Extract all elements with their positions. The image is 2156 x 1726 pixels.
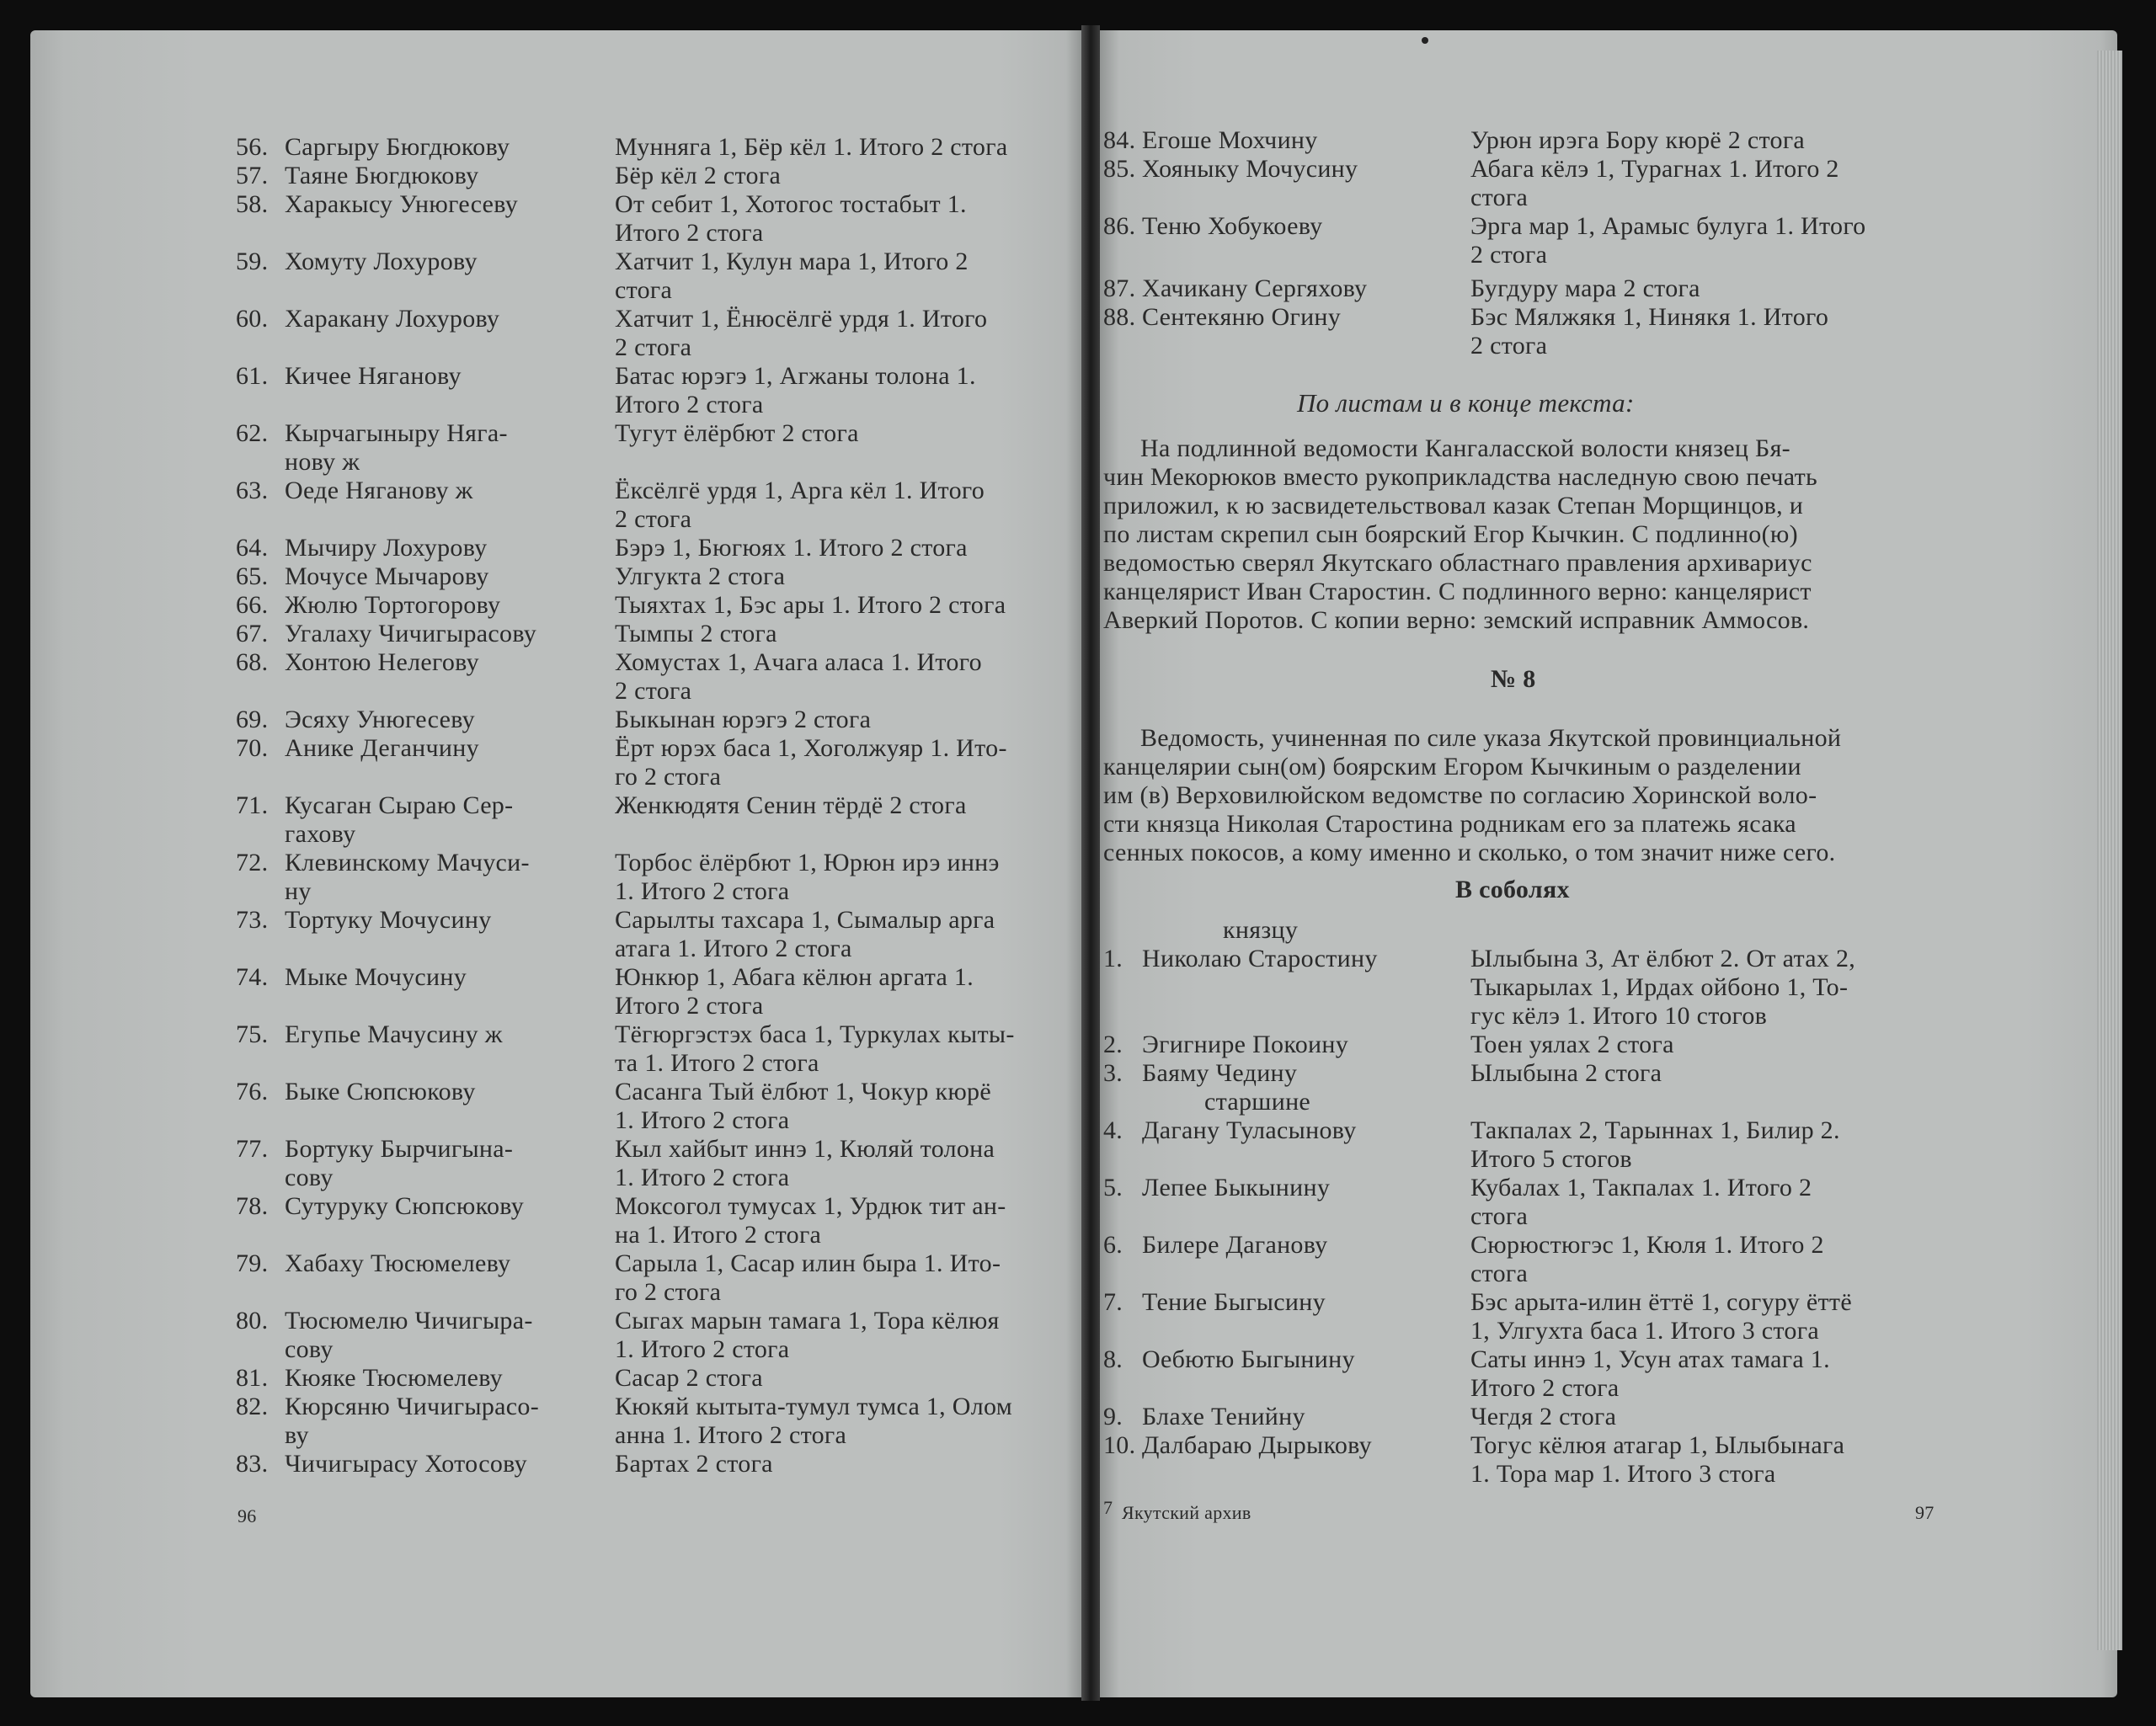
left-entry-name: Хомуту Лохурову bbox=[285, 248, 478, 275]
left-page-number: 96 bbox=[237, 1505, 257, 1526]
left-entry-text: Мунняга 1, Бёр кёл 1. Итого 2 стога bbox=[615, 133, 1008, 161]
document-number: № 8 bbox=[1491, 665, 1536, 693]
left-entry-name: Кусаган Сыраю Сер- bbox=[285, 791, 514, 819]
left-entry-text: 2 стога bbox=[615, 333, 692, 361]
left-entry-number: 83. bbox=[236, 1450, 269, 1478]
right-page-number: 97 bbox=[1915, 1502, 1935, 1523]
document-paragraph-line: канцелярии сын(ом) боярским Егором Кычкиным о разделении bbox=[1103, 753, 1801, 780]
right-entry-text: Бугдуру мара 2 стога bbox=[1470, 274, 1700, 302]
document-paragraph-line: Ведомость, учиненная по силе указа Якутской провинциальной bbox=[1140, 724, 1842, 752]
right-entry-text: стога bbox=[1470, 1260, 1529, 1287]
right-entry-number: 4. bbox=[1103, 1116, 1123, 1144]
right-entry-text: Саты иннэ 1, Усун атах тамага 1. bbox=[1470, 1345, 1830, 1373]
right-entry-text: Эрга мар 1, Арамыс булуга 1. Итого bbox=[1470, 212, 1866, 240]
right-entry-name: Эгигнире Покоину bbox=[1142, 1031, 1349, 1058]
knyazets-label: князцу bbox=[1223, 916, 1299, 944]
left-entry-text: Кюкяй кытыта-тумул тумса 1, Олом bbox=[615, 1393, 1013, 1420]
book-gutter bbox=[1081, 25, 1100, 1701]
left-entry-text: Бартах 2 стога bbox=[615, 1450, 773, 1478]
right-entry-text: стога bbox=[1470, 1202, 1529, 1230]
right-entry-name: Оебютю Быгынину bbox=[1142, 1345, 1355, 1373]
left-entry-number: 79. bbox=[236, 1249, 269, 1277]
right-entry-text: 2 стога bbox=[1470, 332, 1548, 360]
left-entry-name: Быке Сюпсюкову bbox=[285, 1078, 476, 1105]
left-entry-text: го 2 стога bbox=[615, 763, 722, 791]
left-entry-text: Батас юрэгэ 1, Агжаны толона 1. bbox=[615, 362, 976, 390]
left-entry-name: Кюрсяню Чичигырасо- bbox=[285, 1393, 539, 1420]
right-entry-name: Хояныку Мочусину bbox=[1142, 155, 1358, 183]
left-entry-text: анна 1. Итого 2 стога bbox=[615, 1421, 847, 1449]
right-entry-number: 7. bbox=[1103, 1288, 1123, 1316]
ink-dot bbox=[1422, 37, 1428, 44]
left-entry-name: Харакану Лохурову bbox=[285, 305, 500, 333]
left-entry-text: Сарыла 1, Сасар илин быра 1. Ито- bbox=[615, 1249, 1001, 1277]
left-entry-text: го 2 стога bbox=[615, 1278, 722, 1306]
left-entry-number: 62. bbox=[236, 419, 269, 447]
left-entry-text: Итого 2 стога bbox=[615, 219, 764, 247]
right-entry-text: Итого 5 стогов bbox=[1470, 1145, 1632, 1173]
left-entry-text: 1. Итого 2 стога bbox=[615, 877, 790, 905]
left-entry-number: 74. bbox=[236, 963, 269, 991]
section-heading: В соболях bbox=[1455, 876, 1570, 903]
left-entry-name: гахову bbox=[285, 820, 356, 848]
left-entry-name: ву bbox=[285, 1421, 309, 1449]
left-entry-number: 63. bbox=[236, 477, 269, 504]
right-entry-name: Далбараю Дырыкову bbox=[1142, 1431, 1372, 1459]
left-entry-text: Бёр кёл 2 стога bbox=[615, 162, 782, 189]
left-entry-name: Жюлю Тортогорову bbox=[285, 591, 501, 619]
left-entry-text: Моксогол тумусах 1, Урдюк тит ан- bbox=[615, 1192, 1006, 1220]
left-entry-text: Тымпы 2 стога bbox=[615, 620, 777, 647]
left-entry-name: сову bbox=[285, 1335, 334, 1363]
right-entry-number: 9. bbox=[1103, 1403, 1123, 1430]
left-entry-number: 72. bbox=[236, 849, 269, 876]
left-entry-name: Кырчагыныру Няга- bbox=[285, 419, 508, 447]
left-entry-text: Бэрэ 1, Бюгюях 1. Итого 2 стога bbox=[615, 534, 968, 562]
left-entry-name: сову bbox=[285, 1164, 334, 1191]
right-entry-name: Николаю Старостину bbox=[1142, 945, 1378, 972]
left-entry-text: на 1. Итого 2 стога bbox=[615, 1221, 822, 1249]
right-entry-number: 8. bbox=[1103, 1345, 1123, 1373]
left-entry-text: Сарылты тахсара 1, Сымалыр арга bbox=[615, 906, 995, 934]
right-entry-text: Ылыбына 3, Ат ёлбют 2. От атах 2, bbox=[1470, 945, 1856, 972]
right-entry-text: Тогус кёлюя атагар 1, Ылыбынага bbox=[1470, 1431, 1845, 1459]
right-entry-name: Теню Хобукоеву bbox=[1142, 212, 1323, 240]
left-entry-name: Хонтою Нелегову bbox=[285, 648, 479, 676]
left-entry-text: стога bbox=[615, 276, 673, 304]
right-entry-text: Тыкарылах 1, Ирдах ойбоно 1, То- bbox=[1470, 973, 1849, 1001]
left-entry-name: Хабаху Тюсюмелеву bbox=[285, 1249, 511, 1277]
left-entry-text: 1. Итого 2 стога bbox=[615, 1164, 790, 1191]
right-entry-text: Сюрюстюгэс 1, Кюля 1. Итого 2 bbox=[1470, 1231, 1824, 1259]
right-entry-name: Егоше Мохчину bbox=[1142, 126, 1318, 154]
left-entry-number: 75. bbox=[236, 1020, 269, 1048]
right-entry-name: Дагану Туласынову bbox=[1142, 1116, 1357, 1144]
sheets-paragraph-line: ведомостью сверял Якутскаго областнаго правления архивариус bbox=[1103, 549, 1812, 577]
left-entry-number: 73. bbox=[236, 906, 269, 934]
document-paragraph-line: сенных покосов, а кому именно и сколько, о том значит ниже сего. bbox=[1103, 839, 1836, 866]
left-entry-name: Мочусе Мычарову bbox=[285, 562, 489, 590]
left-entry-name: Тортуку Мочусину bbox=[285, 906, 492, 934]
left-entry-name: Мыке Мочусину bbox=[285, 963, 467, 991]
left-entry-text: Итого 2 стога bbox=[615, 391, 764, 418]
left-entry-text: Итого 2 стога bbox=[615, 992, 764, 1020]
left-entry-name: ну bbox=[285, 877, 312, 905]
right-entry-text: Итого 2 стога bbox=[1470, 1374, 1620, 1402]
left-entry-name: Бортуку Бырчигына- bbox=[285, 1135, 514, 1163]
left-entry-name: Сутуруку Сюпсюкову bbox=[285, 1192, 525, 1220]
signature-mark: 7 bbox=[1103, 1497, 1113, 1518]
left-entry-text: Тугут ёлёрбют 2 стога bbox=[615, 419, 859, 447]
left-entry-text: 1. Итого 2 стога bbox=[615, 1106, 790, 1134]
right-entry-text: стога bbox=[1470, 184, 1529, 211]
right-entry-text: 1. Тора мар 1. Итого 3 стога bbox=[1470, 1460, 1776, 1488]
left-entry-name: Мычиру Лохурову bbox=[285, 534, 488, 562]
right-entry-number: 88. bbox=[1103, 303, 1136, 331]
left-entry-number: 76. bbox=[236, 1078, 269, 1105]
left-entry-text: Ёрт юрэх баса 1, Хоголжуяр 1. Ито- bbox=[615, 734, 1007, 762]
right-entry-number: 2. bbox=[1103, 1031, 1123, 1058]
left-entry-name: Кичее Няганову bbox=[285, 362, 462, 390]
right-entry-number: 85. bbox=[1103, 155, 1136, 183]
right-entry-text: Ылыбына 2 стога bbox=[1470, 1059, 1662, 1087]
right-entry-name: Блахе Тенийну bbox=[1142, 1403, 1305, 1430]
left-entry-number: 70. bbox=[236, 734, 269, 762]
left-entry-text: Тёгюргэстэх баса 1, Туркулах кыты- bbox=[615, 1020, 1015, 1048]
left-entry-text: Кыл хайбыт иннэ 1, Кюляй толона bbox=[615, 1135, 995, 1163]
left-entry-name: Анике Деганчину bbox=[285, 734, 479, 762]
sheets-heading: По листам и в конце текста: bbox=[1297, 388, 1635, 418]
right-entry-number: 1. bbox=[1103, 945, 1123, 972]
left-entry-number: 60. bbox=[236, 305, 269, 333]
left-entry-name: Харакысу Унюгесеву bbox=[285, 190, 519, 218]
left-entry-number: 58. bbox=[236, 190, 269, 218]
right-entry-text: Тоен уялах 2 стога bbox=[1470, 1031, 1674, 1058]
right-entry-text: 1, Улгухта баса 1. Итого 3 стога bbox=[1470, 1317, 1819, 1345]
left-entry-number: 69. bbox=[236, 706, 269, 733]
sheets-paragraph-line: чин Мекорюков вместо рукоприкладства наследную свою печать bbox=[1103, 463, 1818, 491]
left-entry-text: От себит 1, Хотогос тостабыт 1. bbox=[615, 190, 967, 218]
left-entry-text: 2 стога bbox=[615, 505, 692, 533]
right-entry-name: Баяму Чедину bbox=[1142, 1059, 1298, 1087]
left-entry-text: Торбос ёлёрбют 1, Юрюн ирэ иннэ bbox=[615, 849, 1000, 876]
right-entry-number: 6. bbox=[1103, 1231, 1123, 1259]
left-entry-name: Таяне Бюгдюкову bbox=[285, 162, 479, 189]
left-entry-name: Эсяху Унюгесеву bbox=[285, 706, 475, 733]
left-entry-name: Тюсюмелю Чичигыра- bbox=[285, 1307, 533, 1334]
left-entry-text: Тыяхтах 1, Бэс ары 1. Итого 2 стога bbox=[615, 591, 1006, 619]
right-entry-text: Чегдя 2 стога bbox=[1470, 1403, 1617, 1430]
left-entry-number: 68. bbox=[236, 648, 269, 676]
right-entry-text: Такпалах 2, Тарыннах 1, Билир 2. bbox=[1470, 1116, 1840, 1144]
right-entry-name: Сентекяню Огину bbox=[1142, 303, 1342, 331]
left-entry-number: 57. bbox=[236, 162, 269, 189]
right-entry-text: Абага кёлэ 1, Турагнах 1. Итого 2 bbox=[1470, 155, 1839, 183]
right-entry-name: Тение Быгысину bbox=[1142, 1288, 1326, 1316]
starshina-label: старшине bbox=[1204, 1088, 1311, 1116]
left-entry-name: Клевинскому Мачуси- bbox=[285, 849, 530, 876]
left-entry-text: Быкынан юрэгэ 2 стога bbox=[615, 706, 872, 733]
left-entry-text: Хомустах 1, Ачага аласа 1. Итого bbox=[615, 648, 982, 676]
right-entry-number: 10. bbox=[1103, 1431, 1136, 1459]
right-entry-text: гус кёлэ 1. Итого 10 стогов bbox=[1470, 1002, 1768, 1030]
left-entry-name: Оеде Няганову ж bbox=[285, 477, 473, 504]
sheets-paragraph-line: На подлинной ведомости Кангаласской волости князец Бя- bbox=[1140, 434, 1790, 462]
left-entry-number: 56. bbox=[236, 133, 269, 161]
left-entry-text: Улгукта 2 стога bbox=[615, 562, 786, 590]
left-entry-text: 2 стога bbox=[615, 677, 692, 705]
left-entry-name: Егупье Мачусину ж bbox=[285, 1020, 503, 1048]
left-entry-number: 82. bbox=[236, 1393, 269, 1420]
left-entry-text: Хатчит 1, Ёнюсёлгё урдя 1. Итого bbox=[615, 305, 988, 333]
right-entry-text: Бэс арыта-илин ёттё 1, согуру ёттё bbox=[1470, 1288, 1852, 1316]
left-entry-number: 80. bbox=[236, 1307, 269, 1334]
footer-title: Якутский архив bbox=[1122, 1502, 1251, 1523]
sheets-paragraph-line: канцелярист Иван Старостин. С подлинного верно: канцелярист bbox=[1103, 578, 1812, 605]
left-entry-text: Сыгах марын тамага 1, Тора кёлюя bbox=[615, 1307, 1000, 1334]
sheets-paragraph-line: приложил, к ю засвидетельствовал казак Степан Морщинцов, и bbox=[1103, 492, 1804, 519]
left-entry-number: 71. bbox=[236, 791, 269, 819]
left-entry-text: 1. Итого 2 стога bbox=[615, 1335, 790, 1363]
document-paragraph-line: им (в) Верховилюйском ведомстве по согласию Хоринской воло- bbox=[1103, 781, 1817, 809]
right-entry-number: 5. bbox=[1103, 1174, 1123, 1201]
left-entry-text: Хатчит 1, Кулун мара 1, Итого 2 bbox=[615, 248, 969, 275]
left-entry-text: Сасанга Тый ёлбют 1, Чокур кюрё bbox=[615, 1078, 991, 1105]
left-entry-number: 64. bbox=[236, 534, 269, 562]
left-entry-name: Саргыру Бюгдюкову bbox=[285, 133, 510, 161]
left-entry-text: атага 1. Итого 2 стога bbox=[615, 935, 852, 962]
sheets-paragraph-line: по листам скрепил сын боярский Егор Кычкин. С подлинно(ю) bbox=[1103, 520, 1798, 548]
right-entry-name: Билере Даганову bbox=[1142, 1231, 1328, 1259]
document-paragraph-line: сти князца Николая Старостина родникам его за платежь ясака bbox=[1103, 810, 1796, 838]
right-entry-number: 84. bbox=[1103, 126, 1136, 154]
left-entry-text: Ёксёлгё урдя 1, Арга кёл 1. Итого bbox=[615, 477, 985, 504]
left-entry-text: Юнкюр 1, Абага кёлюн аргата 1. bbox=[615, 963, 974, 991]
left-entry-number: 77. bbox=[236, 1135, 269, 1163]
right-entry-text: 2 стога bbox=[1470, 241, 1548, 269]
left-entry-name: Чичигырасу Хотосову bbox=[285, 1450, 527, 1478]
right-entry-name: Хачикану Сергяхову bbox=[1142, 274, 1368, 302]
left-entry-number: 67. bbox=[236, 620, 269, 647]
right-entry-text: Кубалах 1, Такпалах 1. Итого 2 bbox=[1470, 1174, 1812, 1201]
left-entry-number: 59. bbox=[236, 248, 269, 275]
left-entry-text: Женкюдятя Сенин тёрдё 2 стога bbox=[615, 791, 967, 819]
right-entry-text: Бэс Мялжякя 1, Нинякя 1. Итого bbox=[1470, 303, 1829, 331]
left-entry-name: Угалаху Чичигырасову bbox=[285, 620, 537, 647]
right-page-edges bbox=[2097, 51, 2122, 1650]
left-entry-number: 61. bbox=[236, 362, 269, 390]
right-entry-number: 87. bbox=[1103, 274, 1136, 302]
left-entry-number: 78. bbox=[236, 1192, 269, 1220]
right-entry-name: Лепее Быкынину bbox=[1142, 1174, 1331, 1201]
right-entry-number: 86. bbox=[1103, 212, 1136, 240]
left-entry-text: та 1. Итого 2 стога bbox=[615, 1049, 819, 1077]
sheets-paragraph-line: Аверкий Поротов. С копии верно: земский исправник Аммосов. bbox=[1103, 606, 1810, 634]
left-entry-name: нову ж bbox=[285, 448, 360, 476]
right-entry-number: 3. bbox=[1103, 1059, 1123, 1087]
right-entry-text: Урюн ирэга Бору кюрё 2 стога bbox=[1470, 126, 1806, 154]
left-entry-number: 81. bbox=[236, 1364, 269, 1392]
left-entry-number: 65. bbox=[236, 562, 269, 590]
left-entry-name: Кюяке Тюсюмелеву bbox=[285, 1364, 503, 1392]
left-entry-number: 66. bbox=[236, 591, 269, 619]
left-entry-text: Сасар 2 стога bbox=[615, 1364, 763, 1392]
